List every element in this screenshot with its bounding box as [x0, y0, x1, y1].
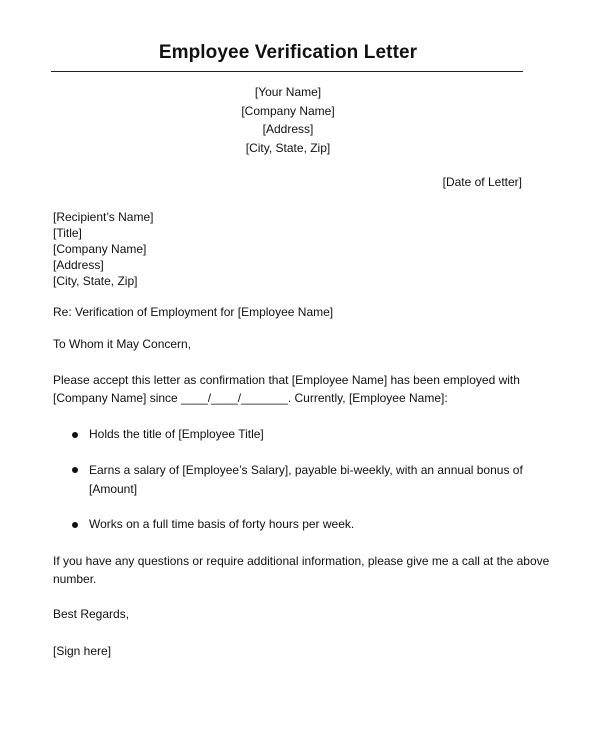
signature-placeholder: [Sign here]: [53, 644, 112, 658]
letter-date: [Date of Letter]: [442, 175, 522, 189]
sender-address: [Address]: [262, 122, 314, 136]
recipient-block: [53, 209, 154, 289]
bullet-item-1-line-1: Holds the title of [Employee Title]: [89, 427, 264, 441]
bullet-item-2-line-1: Earns a salary of [Employee’s Salary], payable bi-weekly, with an annual bonus of: [89, 463, 523, 477]
title-divider: [51, 71, 523, 72]
intro-line-2: [Company Name] since ____/____/_______. Currently, [Employee Name]:: [53, 391, 448, 405]
recipient-name: [Recipient’s Name]: [53, 210, 154, 224]
closing-line-2: number.: [53, 572, 97, 586]
bullet-dot-3: [72, 522, 78, 528]
sender-city-state-zip: [City, State, Zip]: [245, 140, 331, 155]
sender-company: [Company Name]: [241, 103, 335, 118]
recipient-address: [Address]: [53, 258, 104, 272]
bullet-dot-1: [72, 432, 78, 438]
closing-line-1: If you have any questions or require additional information, please give me a call at the above: [53, 554, 550, 568]
bullet-item-3-line-1: Works on a full time basis of forty hours per week.: [89, 517, 355, 531]
closing-paragraph: [53, 552, 549, 588]
bullet-item-2-line-2: [Amount]: [89, 482, 138, 496]
recipient-title: [Title]: [53, 226, 82, 240]
sign-off: Best Regards,: [53, 607, 130, 621]
salutation: To Whom it May Concern,: [53, 337, 192, 351]
bullet-item-1: [89, 425, 264, 444]
bullet-dot-2: [72, 467, 78, 473]
sender-block: [0, 83, 576, 157]
sender-name: [Your Name]: [254, 85, 322, 99]
intro-line-1: Please accept this letter as confirmation that [Employee Name] has been employed with: [53, 373, 520, 387]
recipient-company: [Company Name]: [53, 242, 147, 256]
document-title: Employee Verification Letter: [158, 42, 418, 63]
subject-line: Re: Verification of Employment for [Employee Name]: [53, 305, 334, 319]
bullet-item-2: [89, 461, 523, 499]
intro-paragraph: [53, 371, 520, 407]
bullet-item-3: [89, 515, 354, 534]
recipient-city-state-zip: [City, State, Zip]: [53, 274, 138, 288]
